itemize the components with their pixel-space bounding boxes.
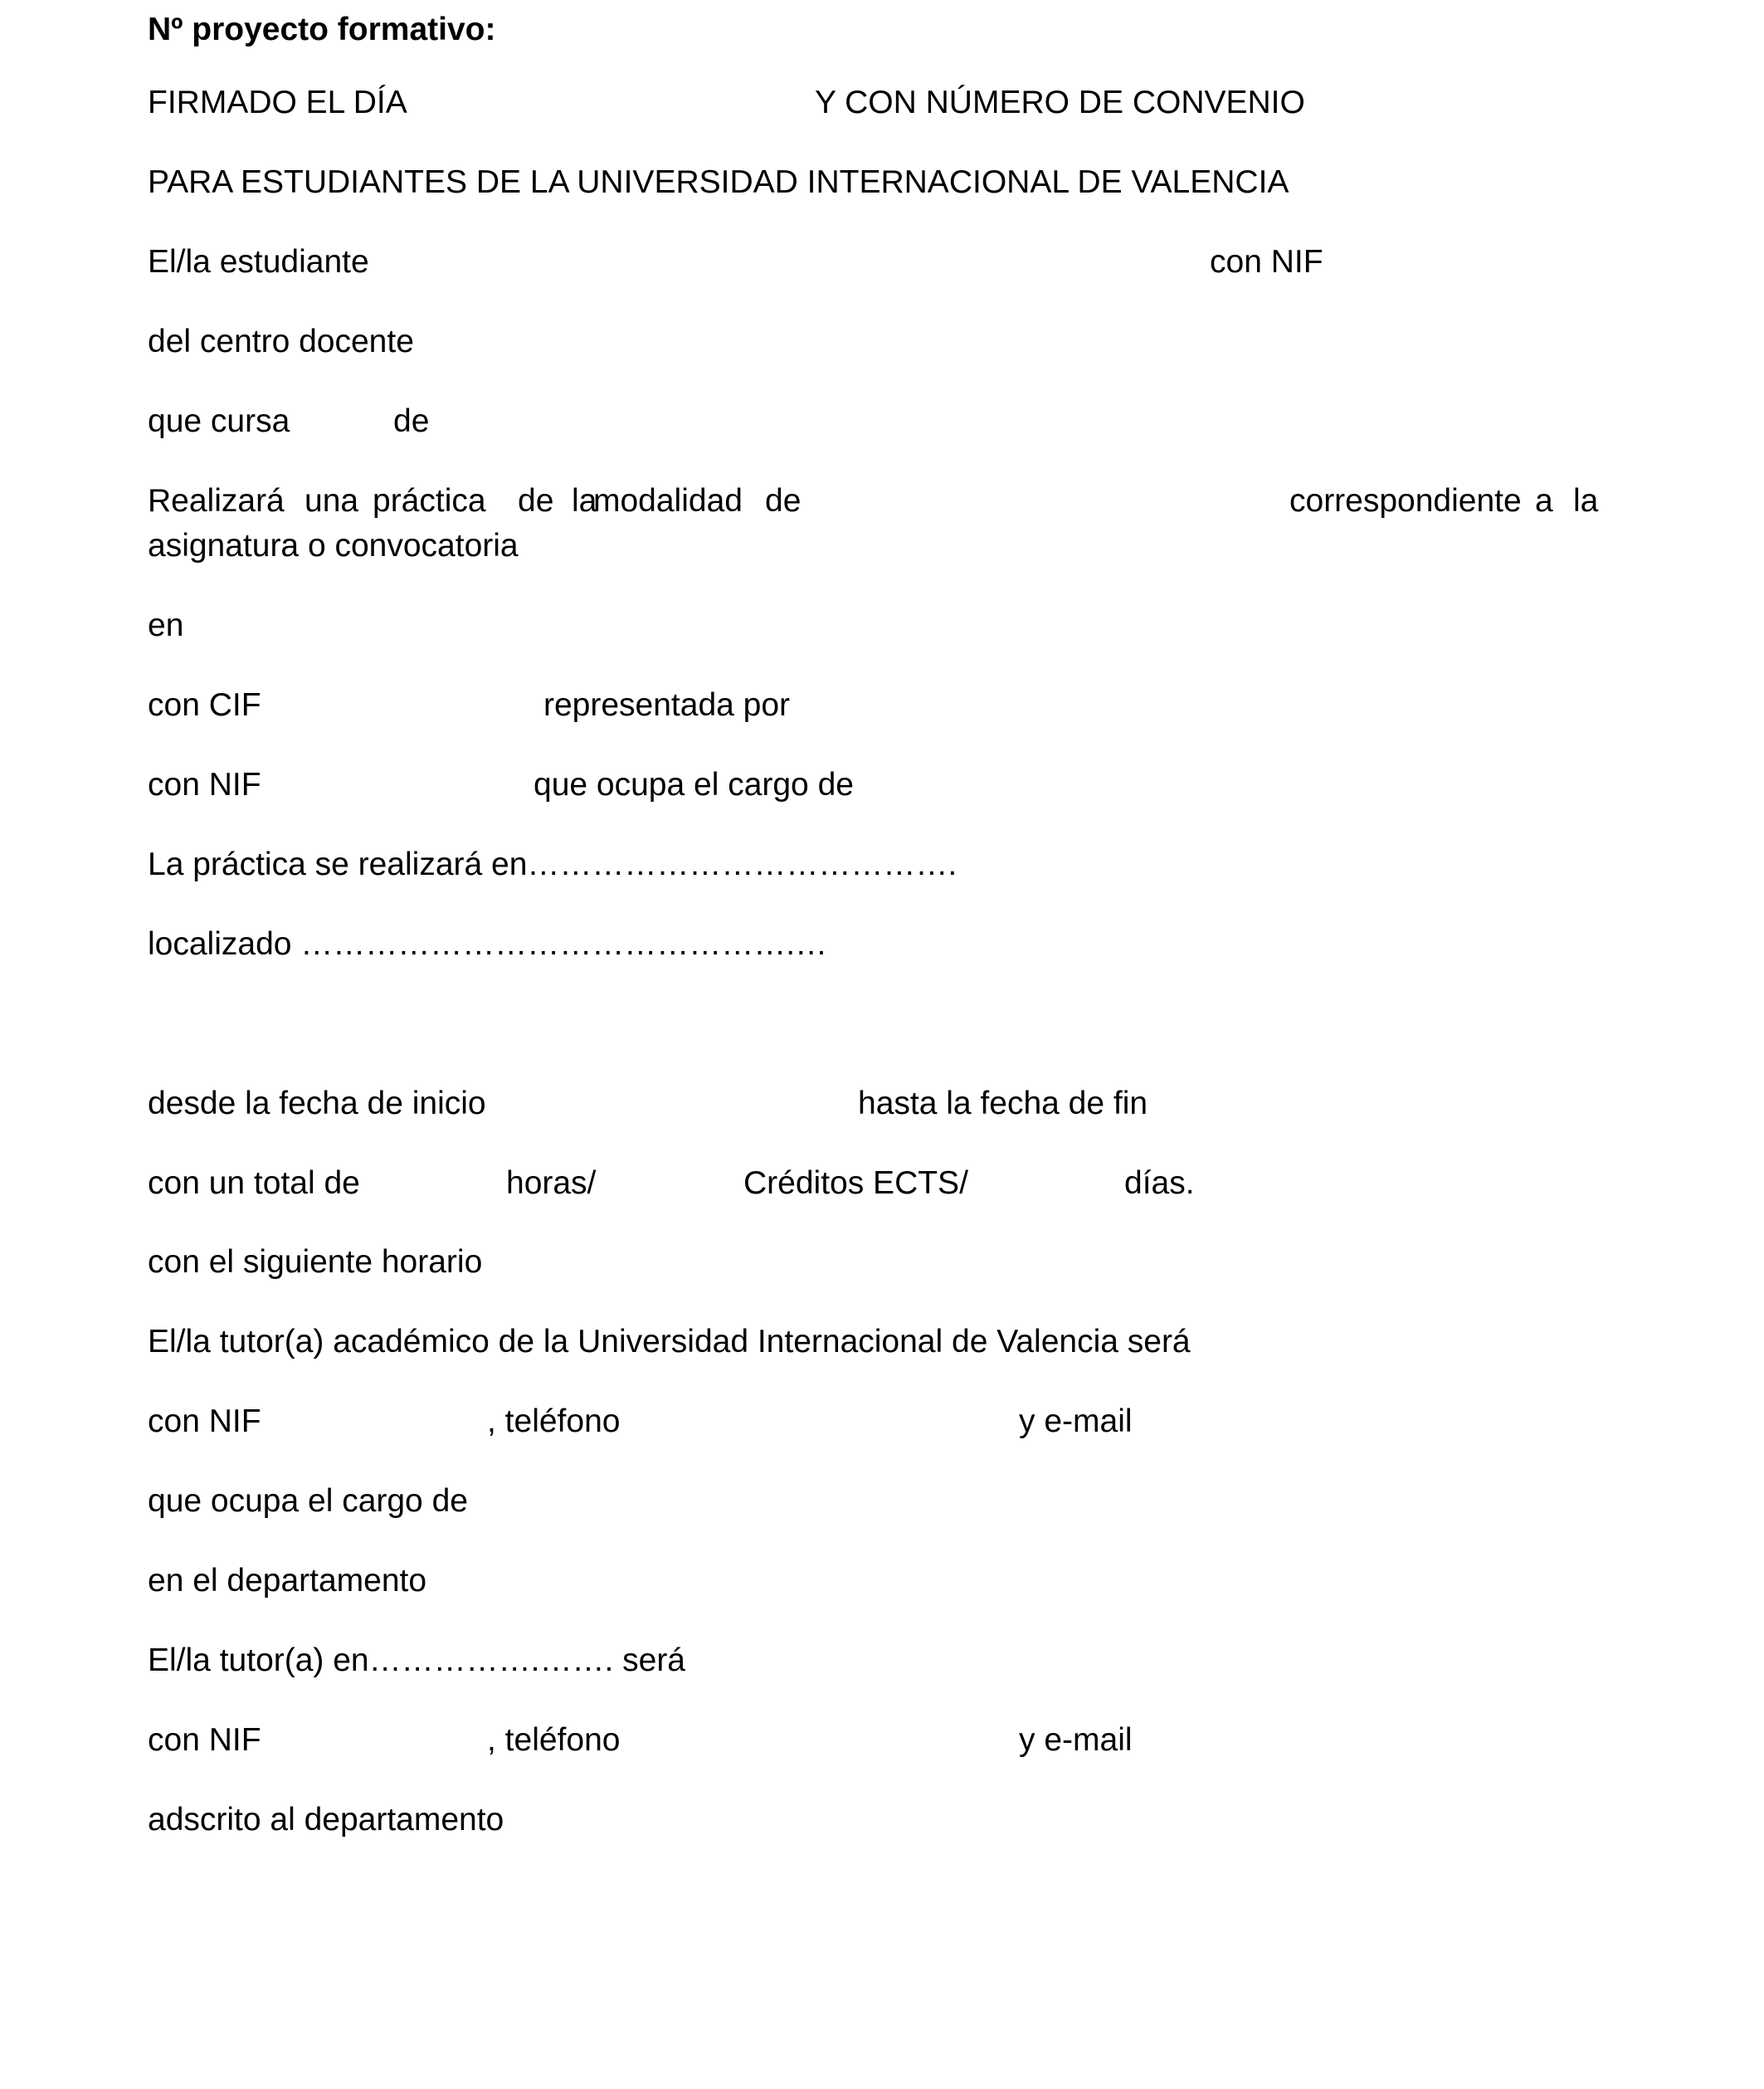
course-of-label: de <box>393 403 430 439</box>
university-students-line: PARA ESTUDIANTES DE LA UNIVERSIDAD INTERNACIONAL DE VALENCIA <box>148 164 1289 200</box>
project-number-title: Nº proyecto formativo: <box>148 12 496 47</box>
academic-tutor-nif-label: con NIF <box>148 1403 261 1439</box>
company-label: en <box>148 608 184 643</box>
hours-label: horas/ <box>506 1165 597 1201</box>
agreement-number-label: Y CON NÚMERO DE CONVENIO <box>815 85 1305 120</box>
start-date-label: desde la fecha de inicio <box>148 1086 486 1121</box>
corresponding-word: la <box>1573 483 1599 519</box>
cif-label: con CIF <box>148 687 261 723</box>
end-date-label: hasta la fecha de fin <box>858 1086 1148 1121</box>
days-label: días. <box>1124 1165 1195 1201</box>
total-label: con un total de <box>148 1165 360 1201</box>
practice-modality-word: Realizará <box>148 483 285 519</box>
subject-or-call-label: asignatura o convocatoria <box>148 528 519 564</box>
representative-nif-label: con NIF <box>148 767 261 803</box>
schedule-label: con el siguiente horario <box>148 1244 483 1280</box>
company-tutor-line: El/la tutor(a) en…………….……. será <box>148 1642 685 1678</box>
academic-tutor-line: El/la tutor(a) académico de la Universidad Internacional de Valencia será <box>148 1324 1191 1359</box>
student-label: El/la estudiante <box>148 244 369 280</box>
represented-by-label: representada por <box>543 687 791 723</box>
located-line: localizado ……………………………………….… <box>148 926 828 962</box>
practice-modality-word: práctica <box>373 483 486 519</box>
company-tutor-department-label: adscrito al departamento <box>148 1802 504 1838</box>
practice-modality-word: de <box>765 483 802 519</box>
ects-credits-label: Créditos ECTS/ <box>743 1165 968 1201</box>
practice-modality-word: modalidad <box>593 483 743 519</box>
teaching-center-label: del centro docente <box>148 324 414 359</box>
corresponding-word: correspondiente <box>1289 483 1522 519</box>
course-label: que cursa <box>148 403 290 439</box>
academic-tutor-position-label: que ocupa el cargo de <box>148 1483 468 1519</box>
practice-modality-word: la <box>572 483 597 519</box>
academic-tutor-department-label: en el departamento <box>148 1563 427 1598</box>
academic-tutor-email-label: y e-mail <box>1019 1403 1133 1439</box>
practice-location-line: La práctica se realizará en…………………………………. <box>148 847 958 882</box>
student-nif-label: con NIF <box>1210 244 1323 280</box>
practice-modality-word: de <box>518 483 554 519</box>
academic-tutor-phone-label: , teléfono <box>487 1403 621 1439</box>
company-tutor-phone-label: , teléfono <box>487 1722 621 1758</box>
company-tutor-email-label: y e-mail <box>1019 1722 1133 1758</box>
representative-position-label: que ocupa el cargo de <box>534 767 854 803</box>
corresponding-word: a <box>1535 483 1553 519</box>
practice-modality-word: una <box>305 483 359 519</box>
company-tutor-nif-label: con NIF <box>148 1722 261 1758</box>
signed-date-label: FIRMADO EL DÍA <box>148 85 407 120</box>
